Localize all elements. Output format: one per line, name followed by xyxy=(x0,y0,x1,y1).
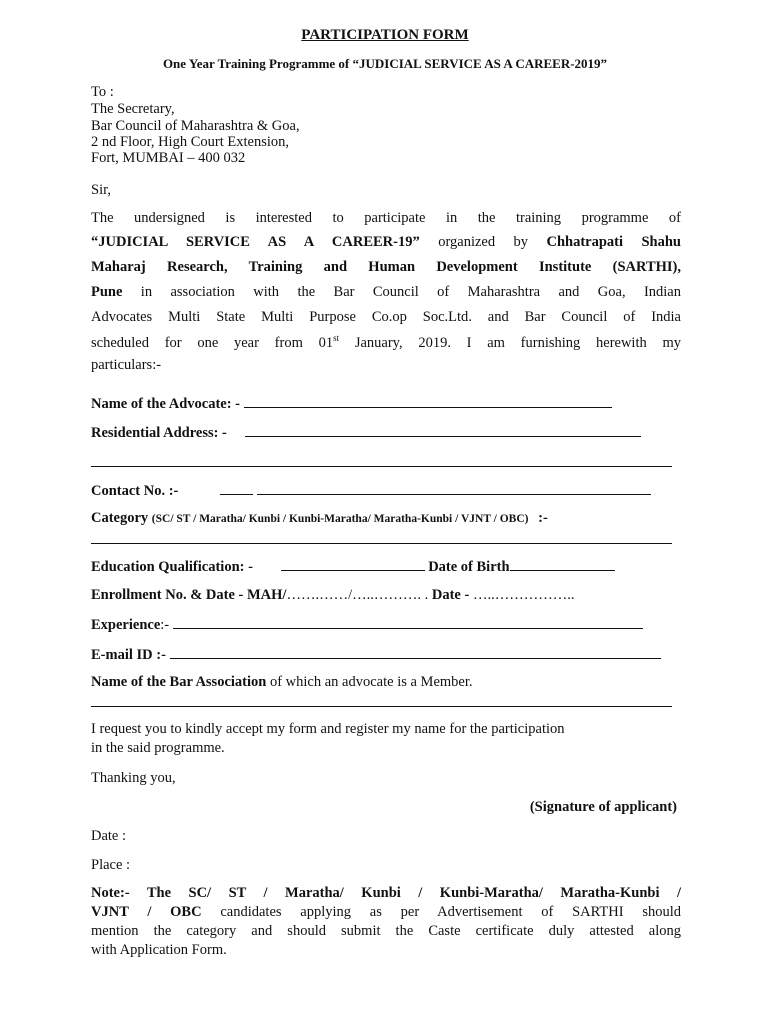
field-name-advocate xyxy=(91,395,612,413)
field-name-label: Name of the Advocate: - xyxy=(91,396,240,412)
education-label: Education Qualification: - xyxy=(91,559,253,575)
enrollment-date-label: Date - xyxy=(431,587,470,603)
field-residential-address xyxy=(91,424,641,442)
note-line-4: with Application Form. xyxy=(91,942,227,958)
experience-label: Experience xyxy=(91,617,161,633)
field-category xyxy=(91,510,548,527)
field-bar-association xyxy=(91,674,473,691)
bar-association-label: Name of the Bar Association xyxy=(91,674,267,690)
contact-input-prefix[interactable] xyxy=(220,482,253,495)
form-subtitle: One Year Training Programme of “JUDICIAL SERVICE AS A CAREER-2019” xyxy=(162,56,608,71)
body-line-7: particulars:- xyxy=(91,357,162,373)
contact-input-line[interactable] xyxy=(257,482,651,495)
signature-label: (Signature of applicant) xyxy=(529,799,677,815)
body-line-1: The undersigned is interested to participate in the training programme of xyxy=(91,210,681,226)
email-label: E-mail ID :- xyxy=(91,647,166,663)
category-label: Category xyxy=(91,510,149,526)
dob-input-line[interactable] xyxy=(510,558,615,571)
thanking-text: Thanking you, xyxy=(91,770,176,786)
body-line-6: scheduled for one year from 01st January, 2019. I am furnishing herewith my xyxy=(91,333,681,351)
category-input-line[interactable] xyxy=(91,531,672,544)
address-line-1: The Secretary, xyxy=(91,101,175,117)
body-line-4: Pune in association with the Bar Council of Maharashtra and Goa, Indian xyxy=(91,284,681,300)
field-enrollment xyxy=(91,587,574,604)
body-line-2: “JUDICIAL SERVICE AS A CAREER-19” organized by Chhatrapati Shahu xyxy=(91,234,681,250)
enrollment-date-dots[interactable]: …..…………….. xyxy=(472,587,575,603)
field-education xyxy=(91,558,615,576)
category-suffix: :- xyxy=(538,510,548,526)
date-label: Date : xyxy=(91,828,127,844)
note-line-3: mention the category and should submit the Caste certificate duly attested along xyxy=(91,923,681,939)
experience-input-line[interactable] xyxy=(173,616,643,629)
name-input-line[interactable] xyxy=(244,395,612,408)
address-line-3: 2 nd Floor, High Court Extension, xyxy=(91,134,289,150)
address-input-line-2[interactable] xyxy=(91,454,672,467)
request-line-2: in the said programme. xyxy=(91,740,225,756)
body-line-5: Advocates Multi State Multi Purpose Co.op Soc.Ltd. and Bar Council of India xyxy=(91,309,681,325)
place-label: Place : xyxy=(91,857,131,873)
address-line-2: Bar Council of Maharashtra & Goa, xyxy=(91,118,300,134)
address-to: To : xyxy=(91,84,114,100)
note-line-1: Note:- The SC/ ST / Maratha/ Kunbi / Kunbi-Maratha/ Maratha-Kunbi / xyxy=(91,885,681,901)
salutation: Sir, xyxy=(91,182,111,198)
note-label: Note:- xyxy=(91,885,130,901)
bar-association-rest: of which an advocate is a Member. xyxy=(266,674,473,690)
education-input-line[interactable] xyxy=(281,558,425,571)
request-line-1: I request you to kindly accept my form and register my name for the participation xyxy=(91,721,565,737)
category-options: (SC/ ST / Maratha/ Kunbi / Kunbi-Maratha/ Maratha-Kunbi / VJNT / OBC) xyxy=(151,513,529,525)
address-line-4: Fort, MUMBAI – 400 032 xyxy=(91,150,246,166)
field-experience xyxy=(91,616,643,634)
address-input-line-1[interactable] xyxy=(245,424,641,437)
address-label: Residential Address: - xyxy=(91,425,227,441)
dob-label: Date of Birth xyxy=(428,559,510,575)
field-email xyxy=(91,646,661,664)
enrollment-input-dots[interactable]: …….……/…..………. . xyxy=(286,587,429,603)
contact-label: Contact No. :- xyxy=(91,483,179,499)
note-line-2: VJNT / OBC candidates applying as per Advertisement of SARTHI should xyxy=(91,904,681,920)
form-title: PARTICIPATION FORM xyxy=(301,27,469,43)
enrollment-label: Enrollment No. & Date - MAH/ xyxy=(91,587,287,603)
bar-association-input-line[interactable] xyxy=(91,694,672,707)
email-input-line[interactable] xyxy=(170,646,661,659)
experience-suffix: :- xyxy=(160,617,170,633)
body-line-3: Maharaj Research, Training and Human Development Institute (SARTHI), xyxy=(91,259,681,275)
field-contact xyxy=(91,482,651,500)
